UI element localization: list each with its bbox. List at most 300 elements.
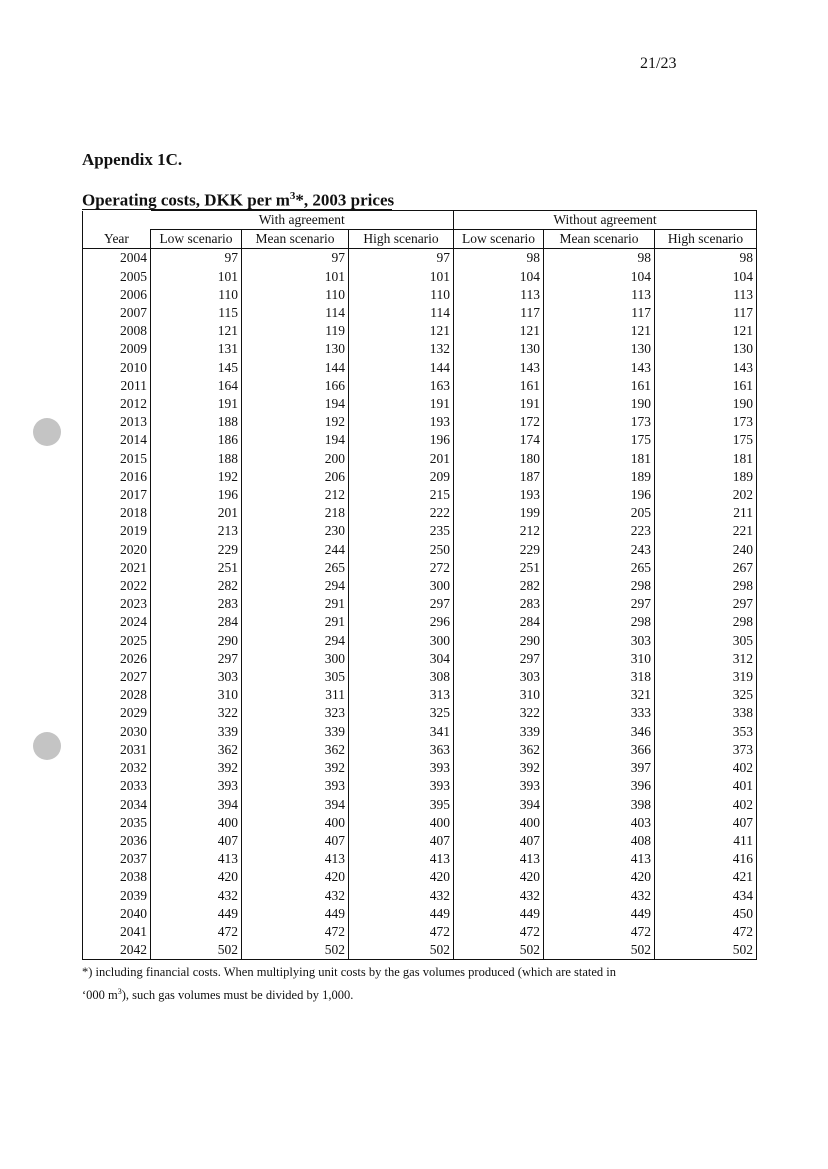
- cell-without-low: 413: [454, 850, 544, 868]
- cell-without-high: 502: [655, 941, 757, 960]
- cell-with-mean: 311: [242, 686, 349, 704]
- cell-without-low: 290: [454, 632, 544, 650]
- cell-with-low: 229: [151, 541, 242, 559]
- cell-without-high: 421: [655, 868, 757, 886]
- cell-without-mean: 502: [544, 941, 655, 960]
- cell-with-mean: 393: [242, 777, 349, 795]
- cell-without-low: 393: [454, 777, 544, 795]
- cell-without-mean: 121: [544, 322, 655, 340]
- table-title-superscript: 3: [289, 190, 296, 202]
- cell-without-high: 416: [655, 850, 757, 868]
- cell-year: 2023: [83, 595, 151, 613]
- cell-with-high: 296: [349, 613, 454, 631]
- cell-without-low: 191: [454, 395, 544, 413]
- cell-without-low: 180: [454, 450, 544, 468]
- cell-with-low: 110: [151, 286, 242, 304]
- cell-without-high: 472: [655, 923, 757, 941]
- cell-with-mean: 110: [242, 286, 349, 304]
- table-row: [83, 704, 757, 722]
- cell-with-mean: 407: [242, 832, 349, 850]
- cell-with-low: 145: [151, 359, 242, 377]
- cell-without-low: 104: [454, 268, 544, 286]
- cell-with-low: 192: [151, 468, 242, 486]
- cell-with-mean: 291: [242, 613, 349, 631]
- cell-with-low: 251: [151, 559, 242, 577]
- cell-with-mean: 212: [242, 486, 349, 504]
- cell-with-low: 362: [151, 741, 242, 759]
- cell-without-high: 411: [655, 832, 757, 850]
- cell-without-high: 161: [655, 377, 757, 395]
- cell-without-low: 310: [454, 686, 544, 704]
- cell-with-high: 393: [349, 759, 454, 777]
- cell-year: 2012: [83, 395, 151, 413]
- cell-without-high: 181: [655, 450, 757, 468]
- cell-without-high: 190: [655, 395, 757, 413]
- cell-year: 2024: [83, 613, 151, 631]
- cell-year: 2022: [83, 577, 151, 595]
- table-row: [83, 777, 757, 795]
- cell-without-high: 407: [655, 814, 757, 832]
- cell-with-mean: 97: [242, 249, 349, 268]
- cell-year: 2010: [83, 359, 151, 377]
- cell-with-mean: 400: [242, 814, 349, 832]
- cell-with-high: 222: [349, 504, 454, 522]
- table-row: [83, 268, 757, 286]
- with-mean-scenario-header: Mean scenario: [242, 230, 349, 249]
- cell-with-high: 272: [349, 559, 454, 577]
- cell-without-low: 98: [454, 249, 544, 268]
- cell-with-mean: 265: [242, 559, 349, 577]
- cell-with-mean: 323: [242, 704, 349, 722]
- cell-with-low: 101: [151, 268, 242, 286]
- table-row: [83, 759, 757, 777]
- page-number: 21/23: [640, 55, 677, 72]
- cell-without-mean: 113: [544, 286, 655, 304]
- table-row: [83, 613, 757, 631]
- cell-without-mean: 130: [544, 340, 655, 358]
- table-row: [83, 650, 757, 668]
- cell-with-low: 121: [151, 322, 242, 340]
- cell-without-low: 174: [454, 431, 544, 449]
- cell-with-high: 325: [349, 704, 454, 722]
- cell-without-low: 303: [454, 668, 544, 686]
- without-low-scenario-header: Low scenario: [454, 230, 544, 249]
- cell-without-high: 298: [655, 613, 757, 631]
- cell-without-mean: 196: [544, 486, 655, 504]
- cell-without-low: 187: [454, 468, 544, 486]
- cell-without-high: 130: [655, 340, 757, 358]
- cell-year: 2006: [83, 286, 151, 304]
- cell-with-low: 432: [151, 887, 242, 905]
- footnote-line-2-suffix: ), such gas volumes must be divided by 1,000.: [121, 988, 354, 1003]
- cell-with-mean: 362: [242, 741, 349, 759]
- cell-without-mean: 472: [544, 923, 655, 941]
- cell-with-mean: 101: [242, 268, 349, 286]
- cell-with-high: 395: [349, 796, 454, 814]
- cell-without-mean: 181: [544, 450, 655, 468]
- cell-with-high: 196: [349, 431, 454, 449]
- cell-without-low: 212: [454, 522, 544, 540]
- cell-without-low: 121: [454, 322, 544, 340]
- table-row: [83, 304, 757, 322]
- column-header-row: [83, 230, 757, 249]
- table-row: [83, 359, 757, 377]
- cell-without-low: 117: [454, 304, 544, 322]
- table-row: [83, 577, 757, 595]
- cell-with-mean: 166: [242, 377, 349, 395]
- cell-without-low: 229: [454, 541, 544, 559]
- cell-without-mean: 397: [544, 759, 655, 777]
- cell-year: 2031: [83, 741, 151, 759]
- with-high-scenario-header: High scenario: [349, 230, 454, 249]
- cell-with-low: 188: [151, 413, 242, 431]
- cell-without-mean: 143: [544, 359, 655, 377]
- footnote-superscript: 3: [117, 987, 122, 996]
- cell-without-mean: 161: [544, 377, 655, 395]
- cell-with-high: 341: [349, 723, 454, 741]
- cell-with-low: 322: [151, 704, 242, 722]
- cell-with-low: 392: [151, 759, 242, 777]
- cell-with-low: 282: [151, 577, 242, 595]
- appendix-title: Appendix 1C.: [82, 150, 183, 169]
- table-row: [83, 723, 757, 741]
- cell-without-low: 339: [454, 723, 544, 741]
- cell-without-low: 472: [454, 923, 544, 941]
- cell-with-high: 304: [349, 650, 454, 668]
- cell-with-high: 472: [349, 923, 454, 941]
- table-row: [83, 923, 757, 941]
- cell-with-high: 400: [349, 814, 454, 832]
- table-row: [83, 668, 757, 686]
- group-header-row: [83, 211, 757, 230]
- cell-with-mean: 130: [242, 340, 349, 358]
- cell-without-high: 240: [655, 541, 757, 559]
- cell-with-mean: 194: [242, 395, 349, 413]
- cell-year: 2026: [83, 650, 151, 668]
- cell-with-high: 101: [349, 268, 454, 286]
- cell-year: 2040: [83, 905, 151, 923]
- cell-without-low: 283: [454, 595, 544, 613]
- table-row: [83, 413, 757, 431]
- cell-with-mean: 394: [242, 796, 349, 814]
- table-row: [83, 322, 757, 340]
- cell-with-mean: 230: [242, 522, 349, 540]
- cell-without-mean: 413: [544, 850, 655, 868]
- cell-without-mean: 175: [544, 431, 655, 449]
- binder-hole-bottom: [33, 732, 61, 760]
- cell-with-mean: 432: [242, 887, 349, 905]
- cell-without-low: 130: [454, 340, 544, 358]
- cell-year: 2015: [83, 450, 151, 468]
- cell-with-high: 209: [349, 468, 454, 486]
- cell-with-low: 213: [151, 522, 242, 540]
- cell-without-low: 113: [454, 286, 544, 304]
- cell-with-high: 308: [349, 668, 454, 686]
- cell-without-low: 362: [454, 741, 544, 759]
- without-high-scenario-header: High scenario: [655, 230, 757, 249]
- cell-with-mean: 502: [242, 941, 349, 960]
- cell-without-mean: 298: [544, 577, 655, 595]
- cell-with-low: 400: [151, 814, 242, 832]
- cell-year: 2021: [83, 559, 151, 577]
- cell-year: 2004: [83, 249, 151, 268]
- table-row: [83, 814, 757, 832]
- table-row: [83, 486, 757, 504]
- cell-with-mean: 194: [242, 431, 349, 449]
- cell-with-high: 250: [349, 541, 454, 559]
- cell-with-high: 413: [349, 850, 454, 868]
- cell-without-mean: 104: [544, 268, 655, 286]
- cell-without-high: 175: [655, 431, 757, 449]
- cell-year: 2018: [83, 504, 151, 522]
- cell-year: 2028: [83, 686, 151, 704]
- cell-with-mean: 192: [242, 413, 349, 431]
- cell-without-mean: 298: [544, 613, 655, 631]
- cell-with-high: 114: [349, 304, 454, 322]
- table-row: [83, 541, 757, 559]
- cell-without-high: 113: [655, 286, 757, 304]
- cell-without-high: 305: [655, 632, 757, 650]
- cell-without-high: 98: [655, 249, 757, 268]
- cell-without-mean: 117: [544, 304, 655, 322]
- cell-without-high: 450: [655, 905, 757, 923]
- cell-year: 2020: [83, 541, 151, 559]
- cell-with-mean: 218: [242, 504, 349, 522]
- cell-with-high: 193: [349, 413, 454, 431]
- cell-with-high: 449: [349, 905, 454, 923]
- cell-year: 2036: [83, 832, 151, 850]
- table-row: [83, 559, 757, 577]
- operating-costs-table: [82, 210, 757, 960]
- cell-without-low: 502: [454, 941, 544, 960]
- cell-with-mean: 472: [242, 923, 349, 941]
- cell-year: 2016: [83, 468, 151, 486]
- cell-with-high: 163: [349, 377, 454, 395]
- cell-year: 2027: [83, 668, 151, 686]
- table-row: [83, 249, 757, 268]
- cell-without-high: 121: [655, 322, 757, 340]
- cell-without-high: 104: [655, 268, 757, 286]
- cell-with-high: 235: [349, 522, 454, 540]
- cell-with-low: 394: [151, 796, 242, 814]
- cell-with-mean: 144: [242, 359, 349, 377]
- table-row: [83, 850, 757, 868]
- cell-with-mean: 305: [242, 668, 349, 686]
- table-row: [83, 395, 757, 413]
- cell-year: 2033: [83, 777, 151, 795]
- cell-without-mean: 396: [544, 777, 655, 795]
- cell-with-mean: 294: [242, 632, 349, 650]
- cell-without-mean: 297: [544, 595, 655, 613]
- cell-year: 2013: [83, 413, 151, 431]
- cell-without-mean: 205: [544, 504, 655, 522]
- cell-without-mean: 173: [544, 413, 655, 431]
- cell-with-low: 407: [151, 832, 242, 850]
- cell-without-mean: 449: [544, 905, 655, 923]
- cell-with-mean: 206: [242, 468, 349, 486]
- cell-year: 2017: [83, 486, 151, 504]
- cell-without-high: 319: [655, 668, 757, 686]
- cell-without-low: 143: [454, 359, 544, 377]
- cell-with-high: 300: [349, 632, 454, 650]
- cell-year: 2038: [83, 868, 151, 886]
- footnote-line-2: [82, 982, 722, 1005]
- cell-without-high: 211: [655, 504, 757, 522]
- cell-without-mean: 432: [544, 887, 655, 905]
- table-row: [83, 686, 757, 704]
- cell-with-mean: 114: [242, 304, 349, 322]
- cell-year: 2035: [83, 814, 151, 832]
- cell-without-mean: 318: [544, 668, 655, 686]
- cell-with-high: 97: [349, 249, 454, 268]
- cell-without-high: 312: [655, 650, 757, 668]
- cell-with-low: 196: [151, 486, 242, 504]
- cell-without-low: 392: [454, 759, 544, 777]
- cell-without-high: 221: [655, 522, 757, 540]
- cell-without-low: 199: [454, 504, 544, 522]
- cell-without-low: 394: [454, 796, 544, 814]
- cell-without-mean: 321: [544, 686, 655, 704]
- cell-without-high: 402: [655, 796, 757, 814]
- cell-without-high: 401: [655, 777, 757, 795]
- cell-with-high: 313: [349, 686, 454, 704]
- cell-without-mean: 265: [544, 559, 655, 577]
- cell-year: 2034: [83, 796, 151, 814]
- table-row: [83, 741, 757, 759]
- cell-with-high: 132: [349, 340, 454, 358]
- cell-year: 2007: [83, 304, 151, 322]
- cell-with-high: 191: [349, 395, 454, 413]
- cell-without-mean: 420: [544, 868, 655, 886]
- cell-with-high: 502: [349, 941, 454, 960]
- cell-without-mean: 398: [544, 796, 655, 814]
- cell-with-high: 201: [349, 450, 454, 468]
- table-row: [83, 796, 757, 814]
- cell-with-mean: 339: [242, 723, 349, 741]
- cell-with-low: 393: [151, 777, 242, 795]
- table-row: [83, 887, 757, 905]
- cell-without-low: 432: [454, 887, 544, 905]
- cell-with-low: 297: [151, 650, 242, 668]
- cell-without-mean: 310: [544, 650, 655, 668]
- cell-with-low: 310: [151, 686, 242, 704]
- cell-with-low: 303: [151, 668, 242, 686]
- cell-with-mean: 200: [242, 450, 349, 468]
- cell-with-high: 393: [349, 777, 454, 795]
- cell-with-mean: 300: [242, 650, 349, 668]
- cell-with-high: 110: [349, 286, 454, 304]
- cell-with-high: 363: [349, 741, 454, 759]
- cell-year: 2042: [83, 941, 151, 960]
- cell-without-high: 373: [655, 741, 757, 759]
- cell-without-mean: 190: [544, 395, 655, 413]
- cell-year: 2008: [83, 322, 151, 340]
- cell-with-low: 97: [151, 249, 242, 268]
- year-header: Year: [83, 211, 151, 249]
- cell-without-low: 322: [454, 704, 544, 722]
- cell-without-low: 193: [454, 486, 544, 504]
- cell-year: 2019: [83, 522, 151, 540]
- table-row: [83, 868, 757, 886]
- cell-without-high: 267: [655, 559, 757, 577]
- cell-without-high: 338: [655, 704, 757, 722]
- cell-with-high: 121: [349, 322, 454, 340]
- cell-without-high: 298: [655, 577, 757, 595]
- table-title-suffix: *, 2003 prices: [295, 190, 395, 210]
- cell-without-high: 402: [655, 759, 757, 777]
- cell-with-low: 115: [151, 304, 242, 322]
- cell-without-low: 161: [454, 377, 544, 395]
- cell-with-mean: 413: [242, 850, 349, 868]
- cell-without-mean: 403: [544, 814, 655, 832]
- cell-year: 2009: [83, 340, 151, 358]
- without-mean-scenario-header: Mean scenario: [544, 230, 655, 249]
- footnote: [82, 962, 722, 1005]
- cell-without-high: 325: [655, 686, 757, 704]
- cell-without-high: 117: [655, 304, 757, 322]
- cell-year: 2011: [83, 377, 151, 395]
- cell-with-mean: 420: [242, 868, 349, 886]
- table-body: [83, 249, 757, 960]
- cell-year: 2005: [83, 268, 151, 286]
- cell-with-low: 339: [151, 723, 242, 741]
- table-row: [83, 431, 757, 449]
- table-title-text: Operating costs, DKK per m: [82, 190, 290, 210]
- cell-with-low: 188: [151, 450, 242, 468]
- table-row: [83, 905, 757, 923]
- binder-hole-top: [33, 418, 61, 446]
- cell-without-mean: 98: [544, 249, 655, 268]
- cell-without-high: 434: [655, 887, 757, 905]
- cell-without-low: 284: [454, 613, 544, 631]
- cell-year: 2039: [83, 887, 151, 905]
- cell-without-low: 449: [454, 905, 544, 923]
- cell-with-low: 201: [151, 504, 242, 522]
- cell-year: 2030: [83, 723, 151, 741]
- table-row: [83, 941, 757, 960]
- cell-with-high: 297: [349, 595, 454, 613]
- cell-without-low: 407: [454, 832, 544, 850]
- cell-with-mean: 392: [242, 759, 349, 777]
- cell-without-low: 251: [454, 559, 544, 577]
- table-row: [83, 340, 757, 358]
- cell-without-mean: 333: [544, 704, 655, 722]
- table-title: [82, 190, 394, 211]
- cell-with-low: 131: [151, 340, 242, 358]
- footnote-line-1: *) including financial costs. When multiplying unit costs by the gas volumes produced (which are stated in: [82, 965, 617, 979]
- cell-without-low: 172: [454, 413, 544, 431]
- cell-with-mean: 291: [242, 595, 349, 613]
- cell-with-high: 407: [349, 832, 454, 850]
- table-row: [83, 377, 757, 395]
- cell-with-mean: 294: [242, 577, 349, 595]
- cell-with-low: 420: [151, 868, 242, 886]
- cell-with-low: 472: [151, 923, 242, 941]
- cell-with-mean: 449: [242, 905, 349, 923]
- cell-with-low: 284: [151, 613, 242, 631]
- cell-with-mean: 119: [242, 322, 349, 340]
- table-row: [83, 595, 757, 613]
- cell-without-low: 420: [454, 868, 544, 886]
- cell-with-low: 283: [151, 595, 242, 613]
- cell-with-mean: 244: [242, 541, 349, 559]
- cell-with-low: 449: [151, 905, 242, 923]
- cell-with-high: 300: [349, 577, 454, 595]
- table-row: [83, 504, 757, 522]
- cell-without-high: 173: [655, 413, 757, 431]
- cell-with-low: 502: [151, 941, 242, 960]
- cell-without-mean: 189: [544, 468, 655, 486]
